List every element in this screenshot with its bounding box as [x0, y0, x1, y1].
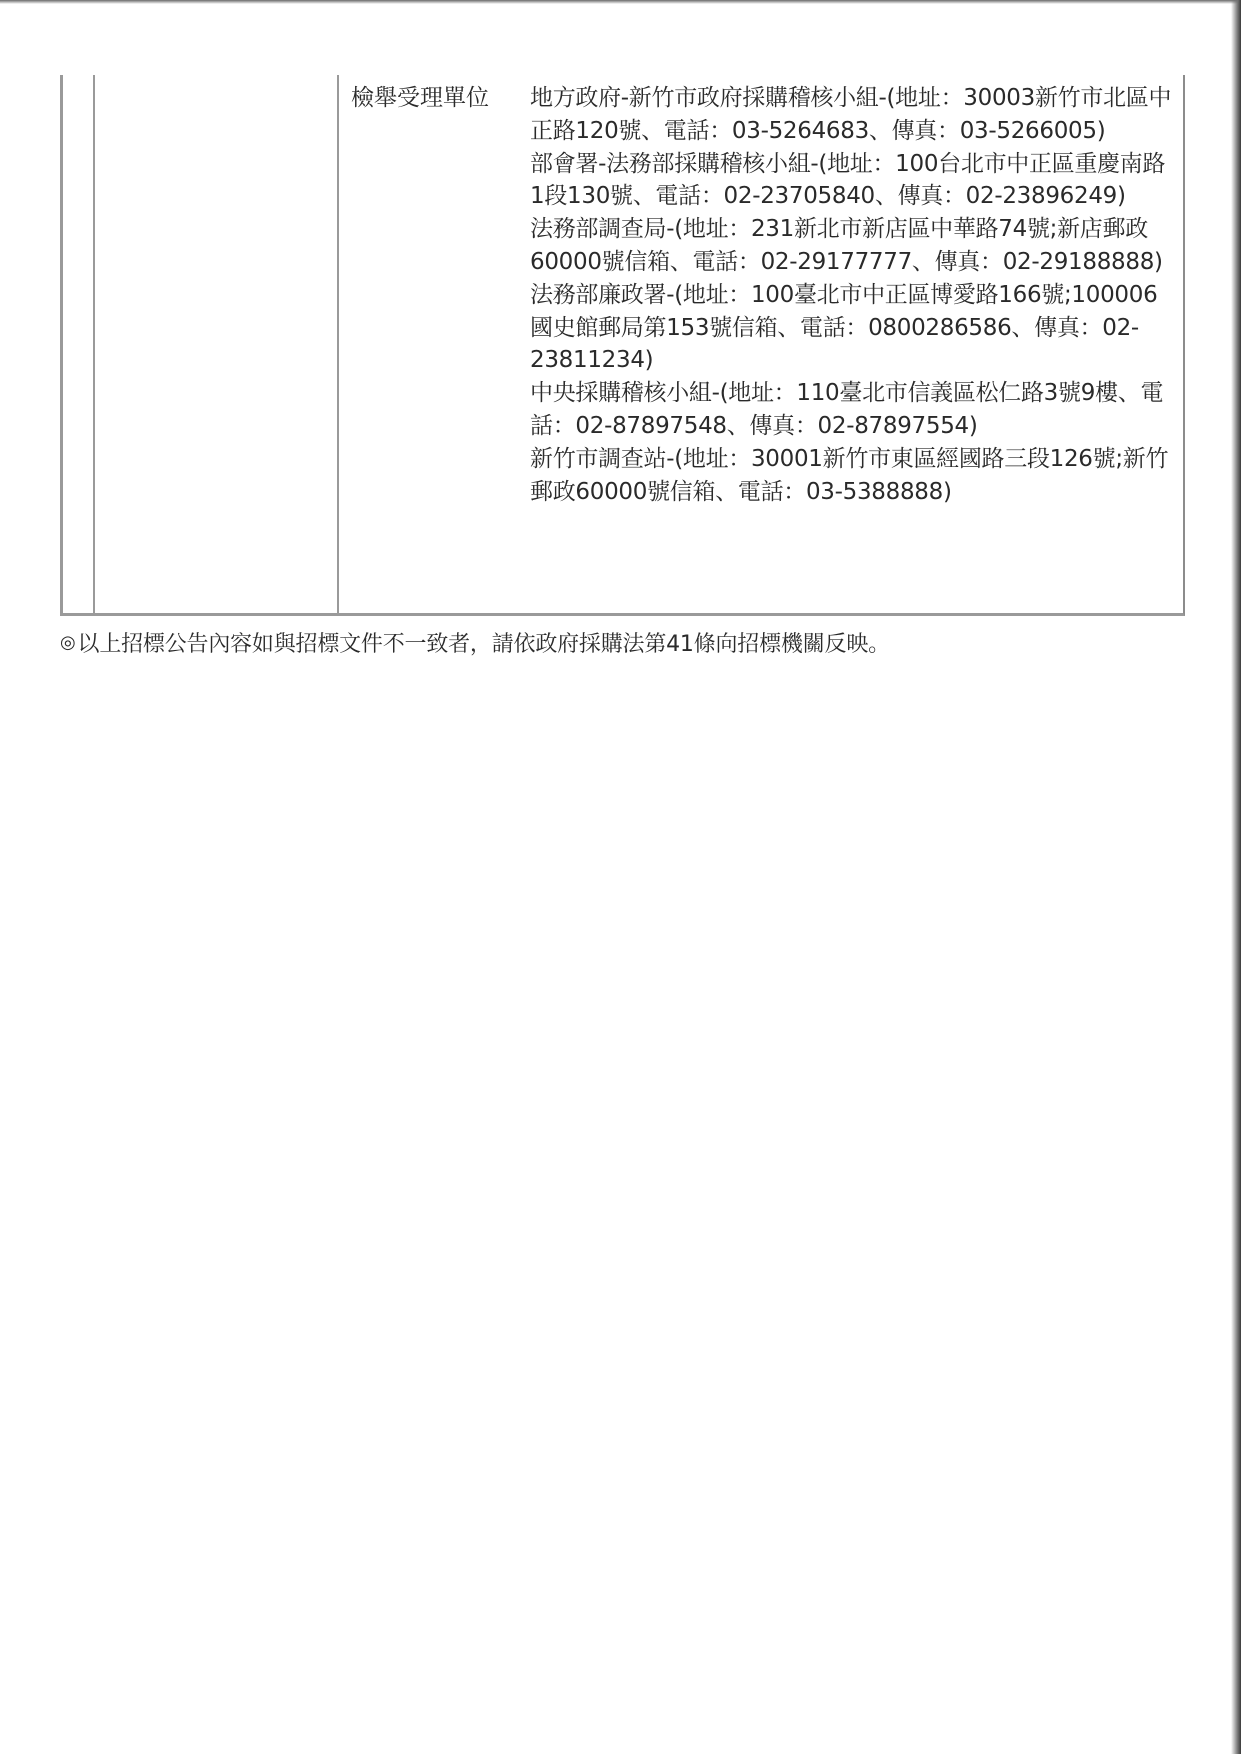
list-item: 法務部調查局-(地址：231新北市新店區中華路74號;新店郵政60000號信箱、電話：02-29177777、傳真：02-29188888) [530, 216, 1163, 275]
bullseye-icon: ◎ [60, 632, 76, 653]
list-item: 地方政府-新竹市政府採購稽核小組-(地址：30003新竹市北區中正路120號、電話：03-5264683、傳真：03-5266005) [530, 85, 1172, 144]
scan-right-edge [1231, 0, 1241, 1754]
table-column-divider [337, 75, 339, 613]
footer-note [60, 628, 890, 660]
footer-note-text: 以上招標公告內容如與招標文件不一致者，請依政府採購法第41條向招標機關反映。 [77, 632, 890, 657]
reporting-units-list [530, 82, 1175, 508]
list-item: 部會署-法務部採購稽核小組-(地址：100台北市中正區重慶南路1段130號、電話：02-23705840、傳真：02-23896249) [530, 150, 1166, 210]
table-column-divider [93, 75, 95, 613]
row-label: 檢舉受理單位 [351, 85, 489, 111]
scan-top-edge [0, 0, 1241, 4]
list-item: 新竹市調查站-(地址：30001新竹市東區經國路三段126號;新竹郵政60000號信箱、電話：03-5388888) [530, 445, 1169, 505]
table-border-left [60, 75, 63, 613]
list-item: 中央採購稽核小組-(地址：110臺北市信義區松仁路3號9樓、電話：02-87897548、傳真：02-87897554) [530, 380, 1164, 439]
list-item: 法務部廉政署-(地址：100臺北市中正區博愛路166號;100006國史館郵局第153號信箱、電話：0800286586、傳真：02-23811234) [530, 281, 1158, 374]
